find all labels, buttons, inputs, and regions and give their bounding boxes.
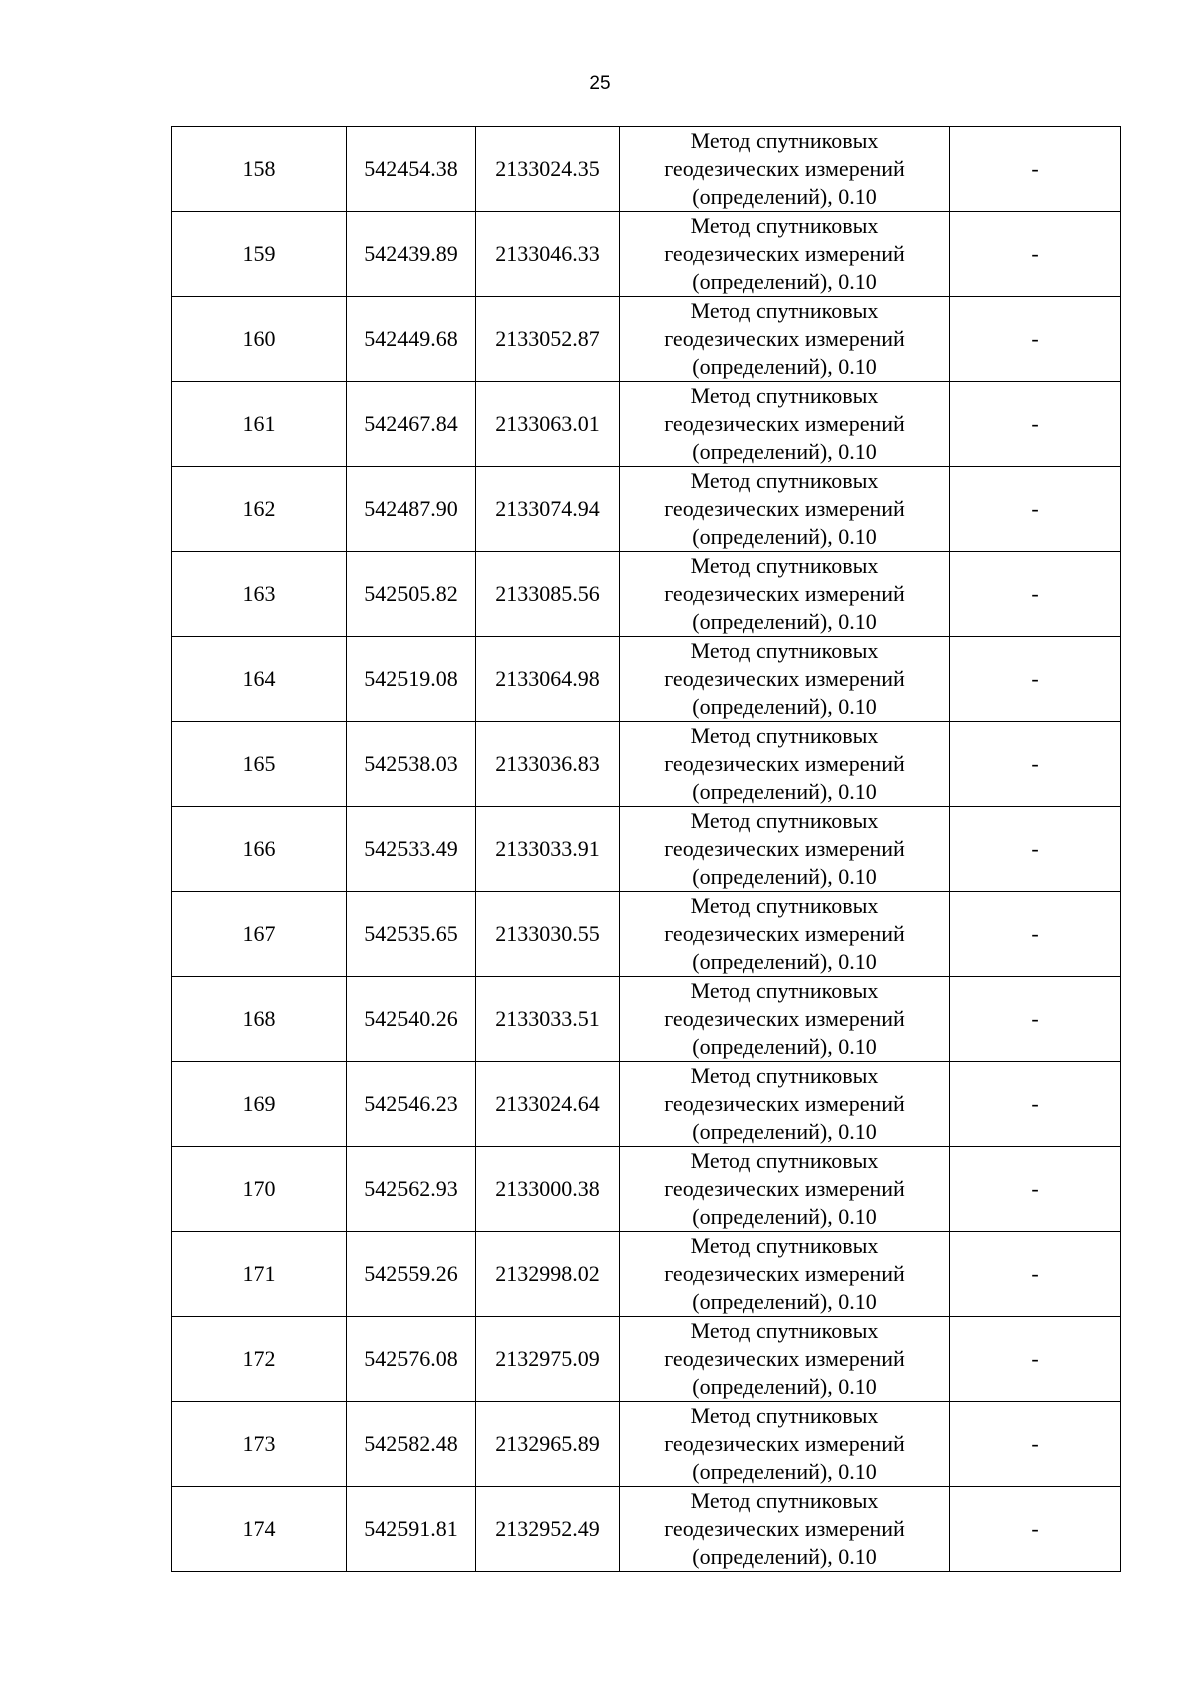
x-coordinate-cell: 542535.65 (347, 892, 476, 977)
method-text-line: Метод спутниковых (690, 723, 879, 748)
y-coordinate-cell: 2132998.02 (476, 1232, 620, 1317)
y-coordinate-cell: 2133063.01 (476, 382, 620, 467)
coordinates-table-body (172, 127, 1121, 1572)
method-text-line: Метод спутниковых (690, 1063, 879, 1088)
method-text-line: Метод спутниковых (690, 638, 879, 663)
method-text-line: (определений), 0.10 (692, 1289, 877, 1314)
page-number: 25 (589, 73, 611, 94)
note-cell: - (950, 1232, 1121, 1317)
table-row (172, 637, 1121, 722)
method-text-line: геодезических измерений (664, 1431, 905, 1456)
method-text-line: Метод спутниковых (690, 1488, 879, 1513)
y-coordinate-cell: 2133024.64 (476, 1062, 620, 1147)
table-row (172, 1062, 1121, 1147)
point-number-cell: 164 (172, 637, 347, 722)
table-row (172, 382, 1121, 467)
method-text-line: геодезических измерений (664, 1006, 905, 1031)
x-coordinate-cell: 542538.03 (347, 722, 476, 807)
x-coordinate-cell: 542487.90 (347, 467, 476, 552)
note-cell: - (950, 1402, 1121, 1487)
x-coordinate-cell: 542591.81 (347, 1487, 476, 1572)
method-text-line: (определений), 0.10 (692, 354, 877, 379)
method-cell (620, 1487, 950, 1572)
note-cell: - (950, 127, 1121, 212)
method-text-line: (определений), 0.10 (692, 1374, 877, 1399)
y-coordinate-cell: 2133033.51 (476, 977, 620, 1062)
point-number-cell: 160 (172, 297, 347, 382)
point-number-cell: 162 (172, 467, 347, 552)
table-row (172, 1402, 1121, 1487)
table-row (172, 722, 1121, 807)
method-cell (620, 552, 950, 637)
x-coordinate-cell: 542576.08 (347, 1317, 476, 1402)
point-number-cell: 173 (172, 1402, 347, 1487)
note-cell: - (950, 1147, 1121, 1232)
method-cell (620, 807, 950, 892)
table-row (172, 297, 1121, 382)
method-text-line: геодезических измерений (664, 326, 905, 351)
method-text-line: геодезических измерений (664, 1516, 905, 1541)
method-text-line: (определений), 0.10 (692, 864, 877, 889)
method-cell (620, 637, 950, 722)
point-number-cell: 167 (172, 892, 347, 977)
y-coordinate-cell: 2133074.94 (476, 467, 620, 552)
note-cell: - (950, 1487, 1121, 1572)
method-text-line: Метод спутниковых (690, 383, 879, 408)
method-text-line: Метод спутниковых (690, 978, 879, 1003)
x-coordinate-cell: 542562.93 (347, 1147, 476, 1232)
point-number-cell: 166 (172, 807, 347, 892)
y-coordinate-cell: 2133046.33 (476, 212, 620, 297)
y-coordinate-cell: 2133033.91 (476, 807, 620, 892)
note-cell: - (950, 552, 1121, 637)
table-row (172, 467, 1121, 552)
table-row (172, 1487, 1121, 1572)
method-cell (620, 722, 950, 807)
note-cell: - (950, 212, 1121, 297)
method-cell (620, 212, 950, 297)
y-coordinate-cell: 2133085.56 (476, 552, 620, 637)
method-text-line: Метод спутниковых (690, 298, 879, 323)
y-coordinate-cell: 2132952.49 (476, 1487, 620, 1572)
coordinates-table (171, 126, 1121, 1572)
method-text-line: геодезических измерений (664, 666, 905, 691)
method-text-line: (определений), 0.10 (692, 1119, 877, 1144)
table-row (172, 892, 1121, 977)
method-text-line: (определений), 0.10 (692, 1034, 877, 1059)
method-cell (620, 1402, 950, 1487)
method-text-line: Метод спутниковых (690, 1233, 879, 1258)
point-number-cell: 170 (172, 1147, 347, 1232)
y-coordinate-cell: 2133036.83 (476, 722, 620, 807)
y-coordinate-cell: 2133030.55 (476, 892, 620, 977)
point-number-cell: 174 (172, 1487, 347, 1572)
method-cell (620, 467, 950, 552)
method-cell (620, 1062, 950, 1147)
x-coordinate-cell: 542505.82 (347, 552, 476, 637)
method-text-line: (определений), 0.10 (692, 439, 877, 464)
method-cell (620, 1317, 950, 1402)
x-coordinate-cell: 542467.84 (347, 382, 476, 467)
method-text-line: (определений), 0.10 (692, 524, 877, 549)
point-number-cell: 171 (172, 1232, 347, 1317)
y-coordinate-cell: 2133064.98 (476, 637, 620, 722)
point-number-cell: 159 (172, 212, 347, 297)
table-row (172, 1232, 1121, 1317)
note-cell: - (950, 467, 1121, 552)
method-text-line: Метод спутниковых (690, 808, 879, 833)
method-text-line: Метод спутниковых (690, 1318, 879, 1343)
method-text-line: Метод спутниковых (690, 1403, 879, 1428)
method-text-line: геодезических измерений (664, 836, 905, 861)
method-text-line: геодезических измерений (664, 1261, 905, 1286)
method-text-line: (определений), 0.10 (692, 779, 877, 804)
table-row (172, 127, 1121, 212)
method-cell (620, 382, 950, 467)
method-text-line: геодезических измерений (664, 1091, 905, 1116)
table-row (172, 552, 1121, 637)
method-text-line: геодезических измерений (664, 496, 905, 521)
method-text-line: Метод спутниковых (690, 1148, 879, 1173)
point-number-cell: 168 (172, 977, 347, 1062)
note-cell: - (950, 297, 1121, 382)
note-cell: - (950, 977, 1121, 1062)
y-coordinate-cell: 2133024.35 (476, 127, 620, 212)
note-cell: - (950, 637, 1121, 722)
note-cell: - (950, 382, 1121, 467)
note-cell: - (950, 1062, 1121, 1147)
x-coordinate-cell: 542449.68 (347, 297, 476, 382)
method-cell (620, 297, 950, 382)
y-coordinate-cell: 2133052.87 (476, 297, 620, 382)
method-text-line: геодезических измерений (664, 581, 905, 606)
method-text-line: (определений), 0.10 (692, 184, 877, 209)
point-number-cell: 169 (172, 1062, 347, 1147)
point-number-cell: 172 (172, 1317, 347, 1402)
table-row (172, 1147, 1121, 1232)
x-coordinate-cell: 542454.38 (347, 127, 476, 212)
y-coordinate-cell: 2132975.09 (476, 1317, 620, 1402)
table-row (172, 807, 1121, 892)
method-text-line: геодезических измерений (664, 921, 905, 946)
note-cell: - (950, 892, 1121, 977)
method-cell (620, 892, 950, 977)
note-cell: - (950, 722, 1121, 807)
x-coordinate-cell: 542540.26 (347, 977, 476, 1062)
method-text-line: (определений), 0.10 (692, 1459, 877, 1484)
x-coordinate-cell: 542582.48 (347, 1402, 476, 1487)
method-text-line: геодезических измерений (664, 411, 905, 436)
y-coordinate-cell: 2133000.38 (476, 1147, 620, 1232)
method-text-line: Метод спутниковых (690, 213, 879, 238)
table-row (172, 1317, 1121, 1402)
method-text-line: (определений), 0.10 (692, 609, 877, 634)
x-coordinate-cell: 542439.89 (347, 212, 476, 297)
method-text-line: (определений), 0.10 (692, 694, 877, 719)
point-number-cell: 163 (172, 552, 347, 637)
x-coordinate-cell: 542519.08 (347, 637, 476, 722)
point-number-cell: 165 (172, 722, 347, 807)
y-coordinate-cell: 2132965.89 (476, 1402, 620, 1487)
method-text-line: Метод спутниковых (690, 893, 879, 918)
method-text-line: Метод спутниковых (690, 553, 879, 578)
method-cell (620, 127, 950, 212)
x-coordinate-cell: 542533.49 (347, 807, 476, 892)
point-number-cell: 161 (172, 382, 347, 467)
method-text-line: (определений), 0.10 (692, 949, 877, 974)
note-cell: - (950, 1317, 1121, 1402)
method-text-line: геодезических измерений (664, 241, 905, 266)
method-text-line: геодезических измерений (664, 1346, 905, 1371)
method-text-line: геодезических измерений (664, 751, 905, 776)
method-cell (620, 1232, 950, 1317)
x-coordinate-cell: 542546.23 (347, 1062, 476, 1147)
method-text-line: геодезических измерений (664, 156, 905, 181)
note-cell: - (950, 807, 1121, 892)
method-text-line: Метод спутниковых (690, 468, 879, 493)
method-cell (620, 1147, 950, 1232)
method-cell (620, 977, 950, 1062)
table-row (172, 977, 1121, 1062)
method-text-line: (определений), 0.10 (692, 1204, 877, 1229)
point-number-cell: 158 (172, 127, 347, 212)
method-text-line: геодезических измерений (664, 1176, 905, 1201)
table-row (172, 212, 1121, 297)
method-text-line: (определений), 0.10 (692, 1544, 877, 1569)
x-coordinate-cell: 542559.26 (347, 1232, 476, 1317)
method-text-line: (определений), 0.10 (692, 269, 877, 294)
method-text-line: Метод спутниковых (690, 128, 879, 153)
